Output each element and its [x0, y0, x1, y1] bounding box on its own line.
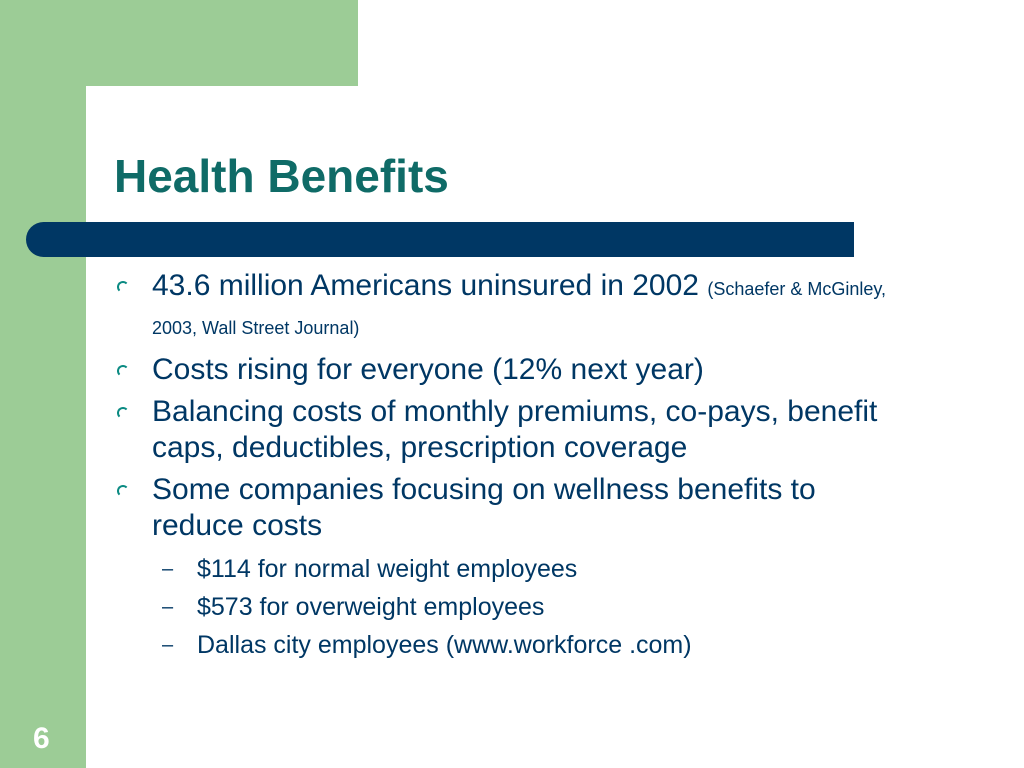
dash-icon: – [162, 596, 174, 618]
bullet-item [114, 352, 914, 388]
sub-bullet-text: $573 for overweight employees [197, 593, 545, 621]
bullet-text: 43.6 million Americans uninsured in 2002 [152, 269, 708, 302]
slide-title: Health Benefits [114, 150, 449, 202]
bullet-item [114, 394, 914, 466]
left-green-band [0, 0, 86, 768]
bullet-text: Balancing costs of monthly premiums, co-pays, benefit caps, deductibles, prescription coverage [152, 395, 878, 464]
sub-bullet-item [114, 550, 914, 588]
sub-bullet-item [114, 626, 914, 664]
dash-icon: – [162, 634, 174, 656]
circle-arc-bullet-icon [117, 365, 129, 377]
citation-text: (Schaefer & McGinley, 2003, Wall Street Journal) [152, 279, 887, 338]
sub-bullet-text: Dallas city employees (www.workforce .com) [197, 631, 692, 659]
sub-bullet-text: $114 for normal weight employees [197, 555, 578, 583]
circle-arc-bullet-icon [117, 485, 129, 497]
circle-arc-bullet-icon [117, 407, 129, 419]
top-green-band [0, 0, 358, 86]
title-underline-bar [26, 222, 854, 257]
page-number: 6 [33, 722, 50, 755]
bullet-item [114, 472, 914, 544]
bullet-text: Some companies focusing on wellness benefits to reduce costs [152, 473, 816, 542]
circle-arc-bullet-icon [117, 281, 129, 293]
bullet-text: Costs rising for everyone (12% next year) [152, 353, 704, 386]
dash-icon: – [162, 558, 174, 580]
sub-bullet-item [114, 588, 914, 626]
slide-content [114, 268, 914, 664]
bullet-item [114, 268, 914, 346]
